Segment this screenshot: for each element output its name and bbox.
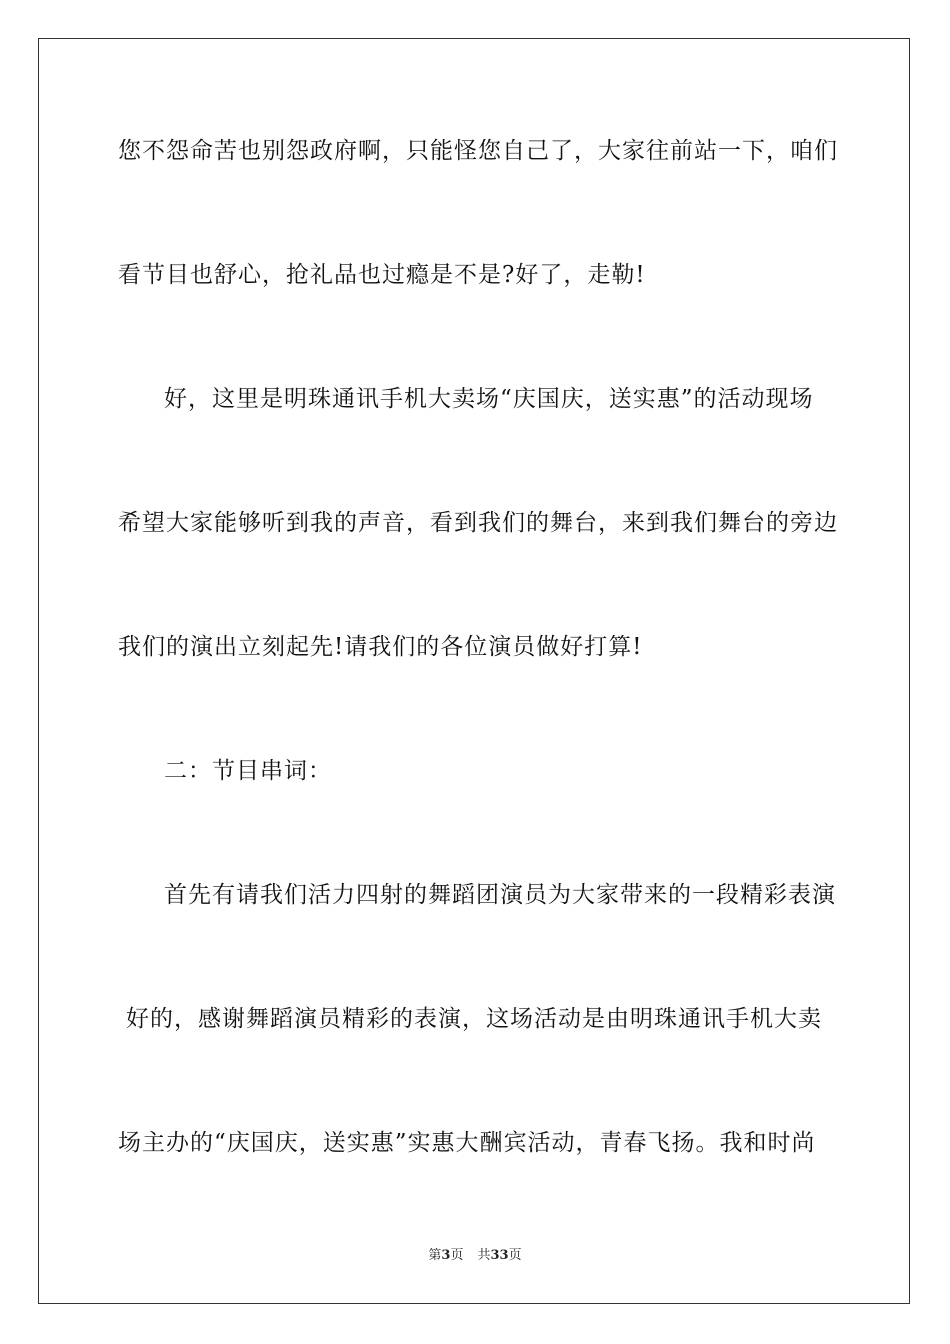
body-text-line: 我们的演出立刻起先!请我们的各位演员做好打算!	[118, 634, 643, 660]
page-footer	[0, 1246, 950, 1266]
body-text-line: 首先有请我们活力四射的舞蹈团演员为大家带来的一段精彩表演	[164, 882, 836, 908]
total-label-suffix: 页	[508, 1248, 522, 1263]
section-heading: 二：节目串词：	[164, 758, 332, 784]
body-text-line: 好的，感谢舞蹈演员精彩的表演，这场活动是由明珠通讯手机大卖	[126, 1006, 822, 1032]
total-label-prefix: 共	[477, 1248, 491, 1263]
page-border	[38, 38, 910, 1304]
page-label-prefix: 第	[428, 1248, 442, 1263]
body-text-line: 看节目也舒心，抢礼品也过瘾是不是?好了，走勒!	[118, 262, 646, 288]
body-text-line: 好，这里是明珠通讯手机大卖场“庆国庆，送实惠”的活动现场	[164, 386, 814, 412]
page-label-suffix: 页	[450, 1248, 464, 1263]
body-text-line: 场主办的“庆国庆，送实惠”实惠大酬宾活动，青春飞扬。我和时尚	[118, 1130, 816, 1156]
body-text-line: 您不怨命苦也别怨政府啊，只能怪您自己了，大家往前站一下，咱们	[118, 138, 838, 164]
total-pages: 33	[490, 1248, 509, 1263]
page-number: 3	[441, 1248, 451, 1263]
body-text-line: 希望大家能够听到我的声音，看到我们的舞台，来到我们舞台的旁边	[118, 510, 838, 536]
